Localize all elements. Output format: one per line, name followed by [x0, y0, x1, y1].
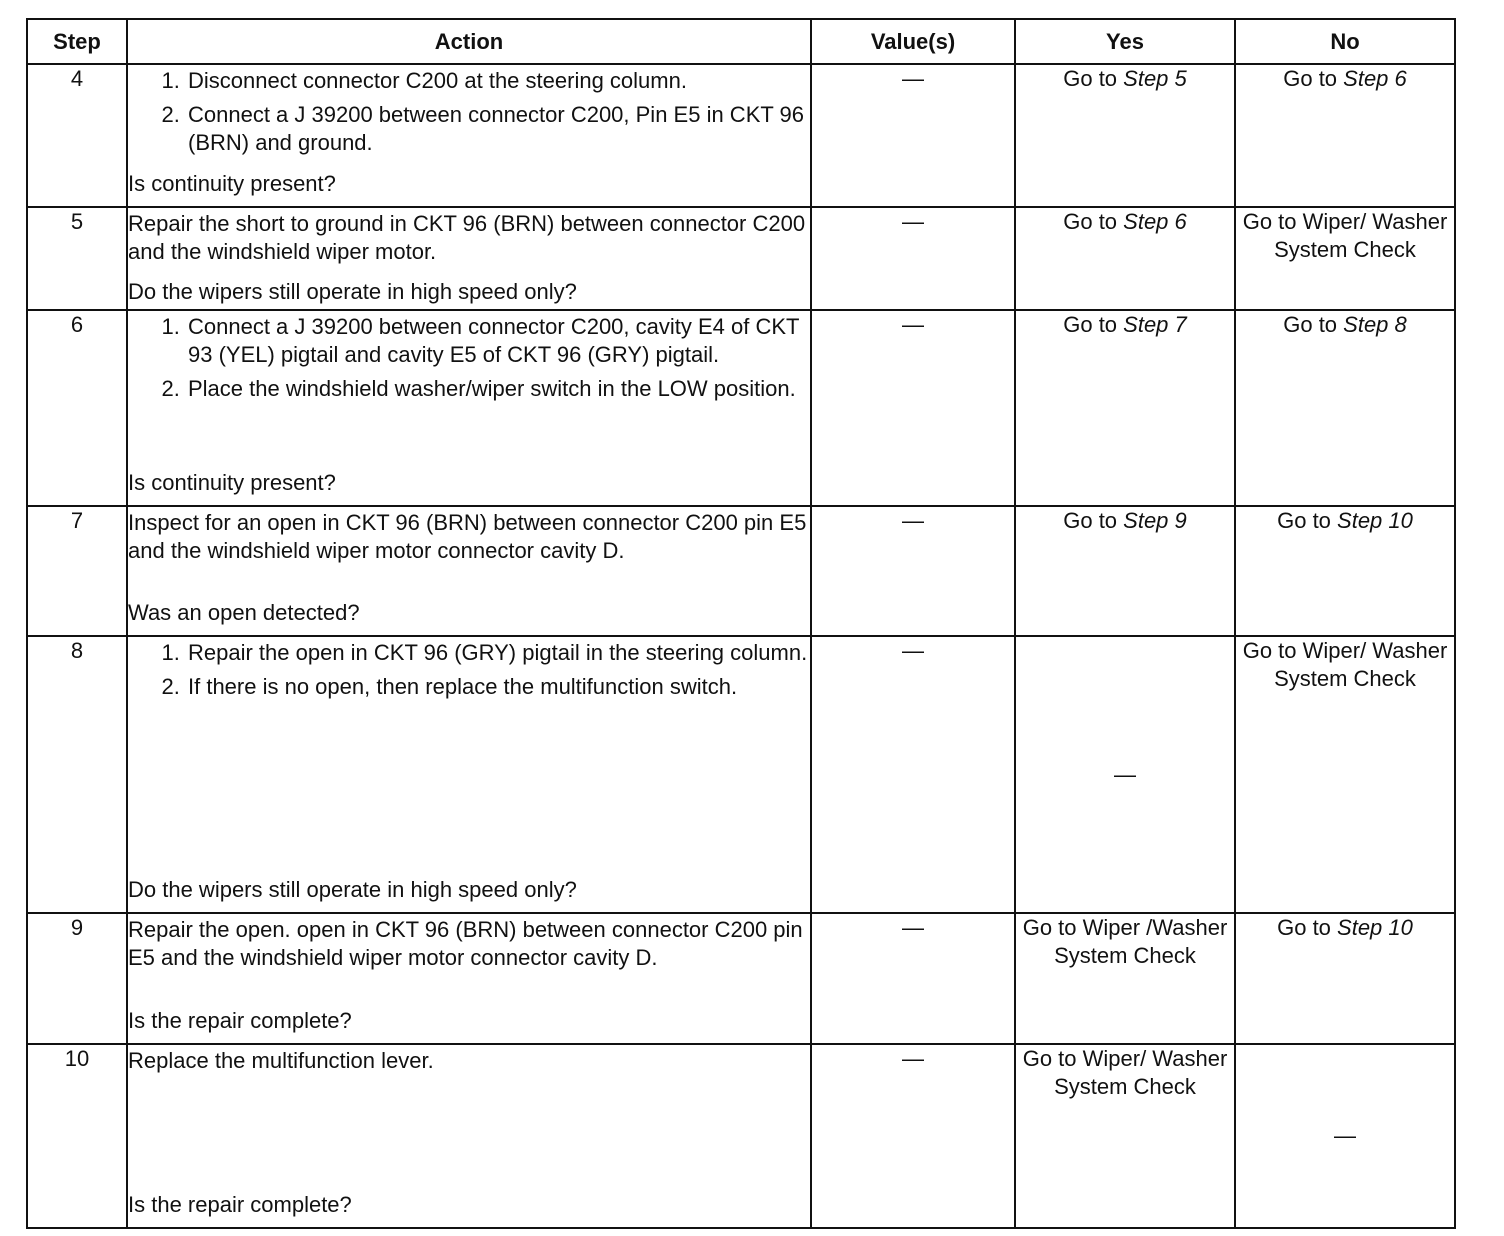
table-row [27, 64, 1455, 207]
yes-system-check-link[interactable]: Go to Wiper/ Washer System Check [1022, 1046, 1228, 1099]
substep-list [128, 65, 810, 163]
table-row [27, 913, 1455, 1044]
yes-prefix: Go to [1063, 508, 1124, 533]
yes-cell [1015, 913, 1235, 1044]
table-row [27, 636, 1455, 913]
step-number: 5 [27, 207, 127, 310]
action-cell [127, 207, 811, 310]
value-cell: — [811, 506, 1015, 636]
yes-cell [1015, 64, 1235, 207]
yes-prefix: Go to [1063, 209, 1124, 234]
action-text: Repair the open. open in CKT 96 (BRN) between connector C200 pin E5 and the windshield wiper motor connector cavity D. [128, 917, 803, 970]
header-no: No [1235, 19, 1455, 64]
no-prefix: Go to [1283, 312, 1344, 337]
header-values: Value(s) [811, 19, 1015, 64]
action-cell [127, 636, 811, 913]
substep: 2. Connect a J 39200 between connector C200, Pin E5 in CKT 96 (BRN) and ground. [186, 101, 810, 157]
yes-cell [1015, 506, 1235, 636]
step-number: 9 [27, 913, 127, 1044]
yes-step-link[interactable]: Step 9 [1123, 508, 1187, 533]
substep-list [128, 311, 810, 409]
substep: 1. Disconnect connector C200 at the steering column. [186, 67, 810, 95]
yes-step-link[interactable]: Step 6 [1123, 209, 1187, 234]
table-row [27, 310, 1455, 506]
table-row [27, 207, 1455, 310]
table-row [27, 1044, 1455, 1228]
no-cell [1235, 310, 1455, 506]
value-cell: — [811, 207, 1015, 310]
yes-step-link[interactable]: Step 7 [1123, 312, 1187, 337]
no-prefix: Go to [1277, 915, 1338, 940]
yes-cell [1015, 310, 1235, 506]
question: Do the wipers still operate in high speed only? [128, 877, 577, 902]
no-cell [1235, 636, 1455, 913]
action-text: Inspect for an open in CKT 96 (BRN) between connector C200 pin E5 and the windshield wiper motor connector cavity D. [128, 510, 807, 563]
step-number: 10 [27, 1044, 127, 1228]
question: Do the wipers still operate in high speed only? [128, 279, 577, 304]
action-cell [127, 506, 811, 636]
yes-system-check-link[interactable]: Go to Wiper /Washer System Check [1022, 915, 1228, 968]
action-cell [127, 913, 811, 1044]
step-number: 6 [27, 310, 127, 506]
no-system-check-link[interactable]: Go to Wiper/ Washer System Check [1242, 638, 1448, 691]
header-row [27, 19, 1455, 64]
question: Is continuity present? [128, 470, 336, 495]
header-yes: Yes [1015, 19, 1235, 64]
header-step: Step [27, 19, 127, 64]
header-action: Action [127, 19, 811, 64]
substep-list [128, 637, 810, 707]
no-cell [1235, 913, 1455, 1044]
action-text: Replace the multifunction lever. [128, 1048, 434, 1073]
no-cell: — [1235, 1044, 1455, 1228]
step-number: 4 [27, 64, 127, 207]
question: Was an open detected? [128, 600, 360, 625]
value-cell: — [811, 1044, 1015, 1228]
action-cell [127, 310, 811, 506]
action-cell [127, 64, 811, 207]
no-step-link[interactable]: Step 6 [1343, 66, 1407, 91]
step-number: 7 [27, 506, 127, 636]
substep: 2. If there is no open, then replace the multifunction switch. [186, 673, 810, 701]
no-prefix: Go to [1277, 508, 1338, 533]
value-cell: — [811, 64, 1015, 207]
no-step-link[interactable]: Step 10 [1337, 915, 1413, 940]
no-step-link[interactable]: Step 8 [1343, 312, 1407, 337]
value-cell: — [811, 913, 1015, 1044]
substep: 1. Connect a J 39200 between connector C200, cavity E4 of CKT 93 (YEL) pigtail and cavity E5 of CKT 96 (GRY) pigtail. [186, 313, 810, 369]
value-cell: — [811, 310, 1015, 506]
yes-cell [1015, 1044, 1235, 1228]
substep: 2. Place the windshield washer/wiper switch in the LOW position. [186, 375, 810, 403]
value-cell: — [811, 636, 1015, 913]
step-number: 8 [27, 636, 127, 913]
question: Is continuity present? [128, 171, 336, 196]
yes-prefix: Go to [1063, 66, 1124, 91]
no-cell [1235, 64, 1455, 207]
table-row [27, 506, 1455, 636]
question: Is the repair complete? [128, 1192, 352, 1217]
no-system-check-link[interactable]: Go to Wiper/ Washer System Check [1242, 209, 1448, 262]
action-cell [127, 1044, 811, 1228]
no-cell [1235, 506, 1455, 636]
yes-cell [1015, 207, 1235, 310]
diagnostic-table [26, 18, 1456, 1229]
question: Is the repair complete? [128, 1008, 352, 1033]
action-text: Repair the short to ground in CKT 96 (BRN) between connector C200 and the windshield wiper motor. [128, 211, 806, 264]
no-step-link[interactable]: Step 10 [1337, 508, 1413, 533]
yes-cell: — [1015, 636, 1235, 913]
no-cell [1235, 207, 1455, 310]
yes-prefix: Go to [1063, 312, 1124, 337]
substep: 1. Repair the open in CKT 96 (GRY) pigtail in the steering column. [186, 639, 810, 667]
yes-step-link[interactable]: Step 5 [1123, 66, 1187, 91]
no-prefix: Go to [1283, 66, 1344, 91]
